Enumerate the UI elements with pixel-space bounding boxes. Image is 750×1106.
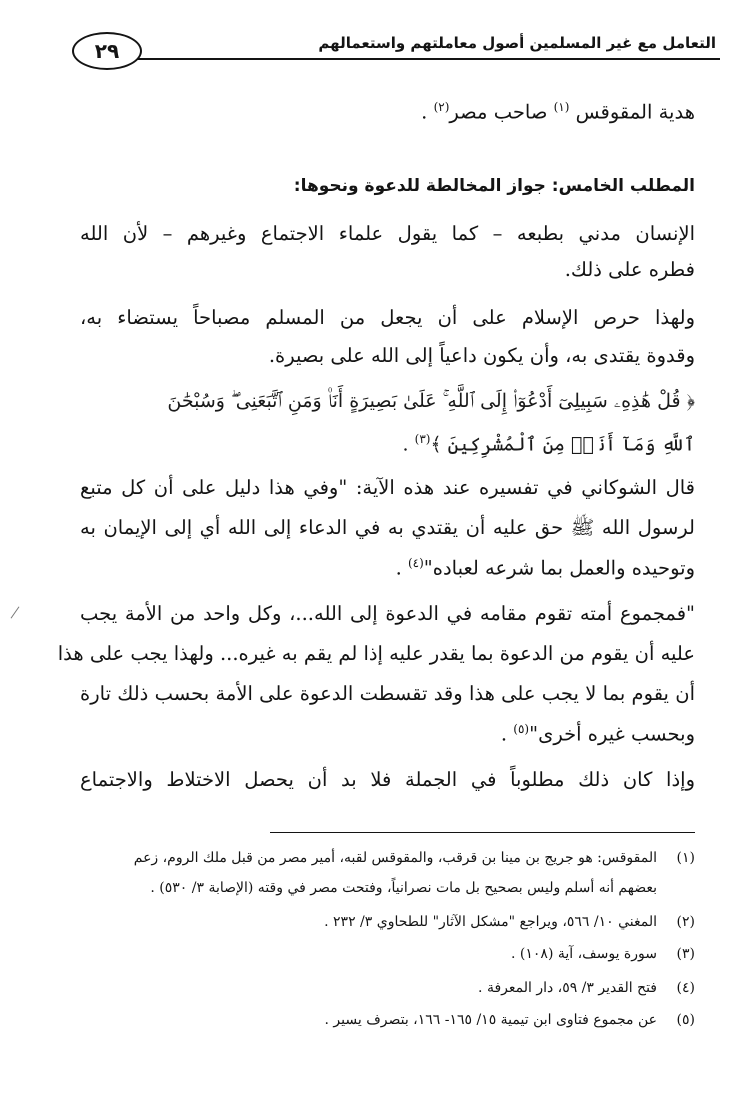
body-line: عليه أن يقوم من الدعوة بما يقدر عليه إذا لم يقم به غيره... ولهذا يجب على هذا [57,642,695,665]
body-line: ولهذا حرص الإسلام على أن يجعل من المسلم مصباحاً يستضاء به، [80,306,695,329]
quran-verse-line: ﴿ قُلْ هَٰذِهِۦ سَبِيلِىٓ أَدْعُوٓا۟ إِلَى ٱللَّهِ ۚ عَلَىٰ بَصِيرَةٍ أَنَا۠ وَمَنِ ٱتَّبَعَنِى ۖ وَسُبْحَٰنَ [167,390,695,412]
footnote-text: سورة يوسف، آية (١٠٨) . [511,946,657,962]
footnote-ref[interactable]: (٣) [414,432,431,446]
text-span: . [395,556,402,580]
footnote-ref[interactable]: (٢) [433,100,450,114]
footnote [70,1012,695,1028]
text-span: . [421,100,428,124]
text-span: هدية المقوقس [575,100,695,124]
footnote-text: المقوقس: هو جريج بن مينا بن قرقب، والمقوقس لقبه، أمير مصر من قبل ملك الروم، زعم [133,850,657,866]
text-span: وبحسب غيره أخرى" [529,722,695,746]
footnote-ref[interactable]: (٤) [407,556,424,570]
running-title: التعامل مع غير المسلمين أصول معاملتهم واستعمالهم [318,34,716,52]
footnote-number: (١) [676,850,695,866]
footnote-number: (٥) [676,1012,695,1028]
body-line: "فمجموع أمته تقوم مقامه في الدعوة إلى الله...، وكل واحد من الأمة يجب [80,602,695,625]
body-line [80,100,695,124]
text-span: صاحب مصر [449,100,548,124]
text-span: ٱللَّهِ وَمَآ أَنَا۠ مِنَ ٱلْمُشْرِكِينَ ﴾ [430,433,695,456]
quran-verse-line [80,432,695,455]
body-line: لرسول الله ﷺ حق عليه أن يقتدي به في الدعاء إلى الله أي إلى الإيمان به [80,516,695,539]
footnote [70,946,695,962]
text-span: وتوحيده والعمل بما شرعه لعباده" [423,556,695,580]
body-line: وقدوة يقتدى به، وأن يكون داعياً إلى الله على بصيرة. [268,344,695,367]
footnote [70,914,695,930]
footnote-rule [270,832,695,833]
body-line: أن يقوم بما لا يجب على هذا وقد تقسطت الدعوة على الأمة بحسب ذلك تارة [80,682,695,705]
body-line [80,722,695,746]
footnote-text: المغني ١٠/ ٥٦٦، ويراجع "مشكل الآثار" للطحاوي ٣/ ٢٣٢ . [324,914,657,930]
header-rule [134,58,720,60]
page-number: ٢٩ [72,32,142,70]
body-line: وإذا كان ذلك مطلوباً في الجملة فلا بد أن يحصل الاختلاط والاجتماع [80,768,695,791]
footnote-text: عن مجموع فتاوى ابن تيمية ١٥/ ١٦٥- ١٦٦، بتصرف يسير . [324,1012,657,1028]
margin-mark [11,606,20,618]
text-span: . [402,433,409,456]
footnote-continuation: بعضهم أنه أسلم وليس بصحيح بل مات نصرانياً، وفتحت مصر في وقته (الإصابة ٣/ ٥٣٠) . [150,880,657,896]
footnote-number: (٣) [676,946,695,962]
footnote [70,850,695,866]
footnote-ref[interactable]: (١) [553,100,570,114]
section-heading: المطلب الخامس: جواز المخالطة للدعوة ونحوها: [293,176,695,196]
footnote [70,980,695,996]
text-span: . [500,722,508,746]
body-line: الإنسان مدني بطبعه – كما يقول علماء الاجتماع وغيرهم – لأن الله [80,222,695,245]
body-line: قال الشوكاني في تفسيره عند هذه الآية: "وفي هذا دليل على أن كل متبع [80,476,695,499]
footnote-ref[interactable]: (٥) [513,722,530,736]
body-line: فطره على ذلك. [564,258,695,281]
body-line [80,556,695,580]
footnote-number: (٢) [676,914,695,930]
footnote-number: (٤) [676,980,695,996]
footnote-text: فتح القدير ٣/ ٥٩، دار المعرفة . [478,980,657,996]
